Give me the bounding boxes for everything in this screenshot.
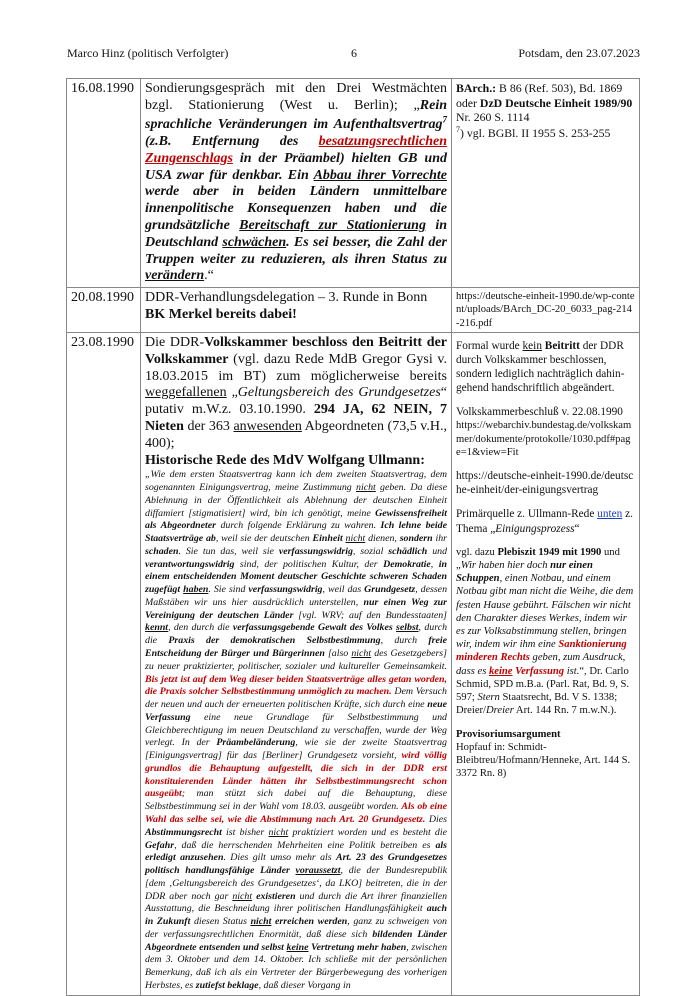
- table-row: [67, 79, 640, 288]
- s: Stern: [477, 692, 500, 704]
- q: verantwortungswidrig: [145, 558, 235, 570]
- s: Provisoriumsargument: [456, 728, 561, 740]
- footnote-text: ) vgl. BGBl. II 1955 S. 253-255: [460, 126, 611, 141]
- s: ist.: [564, 665, 580, 677]
- s: z. Thema „: [456, 508, 633, 535]
- q: nicht: [268, 826, 289, 838]
- q: , zwischen dem 3. Oktober und dem 14. Oktober. Ich schließe mit der persönlichen Bemerkung, daß ich als ein Vertreter der Bürgerbewegung des vorherigen Herbstes, es: [145, 941, 448, 991]
- source-cell: [452, 332, 640, 995]
- resolution-title: Volkskammerbeschluß v. 22.08.1990: [456, 406, 623, 419]
- text: Die DDR-: [145, 334, 205, 350]
- q: nicht: [232, 890, 253, 902]
- source-text: Nr. 260 S. 1114: [456, 110, 530, 125]
- page-header: [67, 46, 640, 62]
- q: . Sie tun das, weil sie: [178, 545, 279, 557]
- q: kennt: [145, 622, 169, 634]
- speech-heading: Historische Rede des MdV Wolfgang Ullmann:: [145, 452, 425, 468]
- s: geben, zum Ausdruck, dass es: [456, 652, 626, 677]
- event-text: [145, 335, 447, 469]
- q: keine: [286, 941, 309, 953]
- provisorium-heading: [456, 728, 635, 741]
- q: Präambeländerung: [216, 737, 296, 749]
- q: nicht: [250, 916, 272, 928]
- q: existieren: [256, 890, 296, 902]
- s: keine: [488, 665, 513, 677]
- q: Grundgesetz: [364, 584, 416, 596]
- q: ,: [430, 558, 439, 570]
- q: , daß die herrschenden Mehrheiten eine Politik betreiben es: [174, 839, 436, 851]
- q: ; man stützt sich dabei auf die Behauptung, diese Selbstbestimmung sei in der Wahl vom 18.03. ausgeübt worden.: [145, 788, 447, 813]
- s: Beitritt: [544, 339, 580, 352]
- date: 23.08.1990: [71, 334, 134, 350]
- quote-highlight: besatzungsrechtlichen Zungenschlags: [145, 134, 447, 166]
- s: Sanktionierung minderen Rechts: [456, 639, 627, 664]
- source-link[interactable]: https://webarchiv.bundestag.de/volkskammer/dokumente/protokolle/1030.pdf#page=1&view=Fit: [456, 420, 632, 458]
- footnote-ref: 7: [442, 114, 447, 125]
- quote: . Es sei besser, die Zahl der Truppen weiter zu reduzieren, als ihren Status zu: [145, 234, 447, 267]
- q: sondern: [399, 533, 433, 545]
- text: Sondierungsgespräch mit den Drei Westmächten bzgl. Stationierung (West u. Berlin); „: [145, 81, 447, 113]
- q: Als ob eine Wahl das selbe sei, wie die Abstimmung nach Art. 20 Grundgesetz.: [145, 801, 447, 825]
- q: , die der Bundesrepublik [dem ‚Geltungsbereich des Grundgesetzes‘, da LKO] beitreten, die in der DDR aber noch gar: [145, 865, 448, 902]
- q: , sozial: [352, 545, 389, 557]
- q: neue Verfassung: [145, 699, 447, 723]
- q: nicht: [356, 482, 376, 494]
- s: nur einen Schuppen: [456, 559, 593, 585]
- text: DDR-Verhandlungsdelegation – 3. Runde in Bonn: [145, 290, 428, 306]
- quote-highlight: Abbau ihrer Vorrechte: [313, 167, 447, 183]
- q: durch folgende Erklärung zu wahren.: [216, 520, 381, 532]
- s: “: [574, 522, 580, 535]
- vote-result: 294 JA, 62 NEIN, 7 Nieten: [145, 402, 447, 434]
- q: diesen Status: [190, 916, 251, 928]
- quote-highlight: verändern: [145, 268, 205, 284]
- quote: (z.B. Entfernung des: [145, 134, 319, 150]
- highlight-text: BK Merkel bereits dabei!: [145, 307, 297, 323]
- s: Verfassung: [515, 665, 565, 677]
- s: Dreier: [486, 705, 514, 717]
- source-label: BArch.:: [456, 81, 497, 95]
- primary-source-note: [456, 507, 635, 535]
- q: erreichen werden: [275, 916, 348, 928]
- header-page-number: 6: [351, 46, 357, 60]
- plebiscite-note: [456, 546, 635, 718]
- q: schaden: [145, 545, 179, 557]
- bold-text: Volkskammer beschloss den Beitritt der Volkskammer: [145, 334, 448, 367]
- q: praktiziert worden und es besteht die: [288, 826, 447, 838]
- q: verfassungswidrig: [248, 584, 323, 596]
- q: nur einen Weg zur Vereinigung der deutschen Länder: [145, 596, 447, 621]
- q: Ich lehne beide Staatsverträge ab: [145, 520, 447, 545]
- q: nicht: [351, 648, 372, 660]
- underlined-text: weggefallenen: [145, 385, 227, 401]
- q: Demokratie: [383, 558, 431, 570]
- table-row: [67, 288, 640, 333]
- q: [vgl. WRV; auf den Bundesstaaten]: [293, 609, 448, 621]
- s: und „: [456, 546, 620, 571]
- s: Primärquelle z. Ullmann-Rede: [456, 508, 598, 521]
- text: “ putativ m.W.z. 03.10.1990.: [145, 385, 448, 418]
- quote: Rein sprachliche Veränderungen im Aufenthaltsvertrag: [145, 97, 447, 133]
- q: auch in Zukunft: [145, 903, 447, 928]
- s: vgl. dazu: [456, 546, 498, 558]
- q: Vertretung mehr haben: [311, 941, 407, 953]
- q: bildenden Länder Abgeordnete entsenden und selbst: [145, 928, 447, 953]
- event-cell: [141, 288, 452, 333]
- date: 20.08.1990: [71, 290, 134, 306]
- q: und: [427, 545, 448, 557]
- q: als erledigt anzusehen: [145, 839, 447, 864]
- s: kein: [522, 339, 542, 352]
- q: Dies: [425, 813, 447, 825]
- q: und durch die Art ihrer finanziellen Ausstattung, die Beschneidung ihrer politischen Handlungsfähigkeit: [145, 890, 448, 915]
- source-cell: [452, 288, 640, 333]
- q: in einem entscheidenden Moment deutscher Geschichte schweren Schaden zugefügt: [145, 558, 447, 596]
- q: , durch die: [145, 622, 448, 647]
- underlined-text: anwesenden: [233, 418, 302, 434]
- source-cell: [452, 79, 640, 288]
- quote: in der Präambel) hielten GB und USA zwar für denkbar. Ein: [145, 150, 447, 183]
- q: Gewissensfreiheit als Abgeordneter: [145, 507, 447, 532]
- quote-highlight: Bereitschaft zur Stationierung: [239, 218, 426, 234]
- q: freie Entscheidung der Bürger und Bürgerinnen: [145, 635, 447, 660]
- chronology-table: [66, 78, 640, 996]
- q: , dessen Maßstäben wir uns hier ausdrücklich unterstellen,: [145, 584, 448, 608]
- italic-text: Geltungsbereich des Grundgesetzes: [237, 385, 441, 401]
- s: Staatsrecht, Bd. V S. 1338; Dreier/: [456, 692, 618, 717]
- q: . Sie sind: [208, 584, 249, 596]
- q: zutiefst beklage: [195, 979, 259, 991]
- text: .“: [204, 268, 214, 284]
- source-title: DzD Deutsche Einheit 1989/90: [479, 95, 633, 110]
- q: wird völlig grundlos die Behauptung aufgestellt, die sich in der DDR erst konstituierenden Länder hätten ihr Selbstbestimmungsrecht schon ausgeübt: [145, 750, 447, 800]
- s: der DDR durch Volkskammer beschlossen, sondern lediglich nachträglich dahin-gehend handschriftlich abgeändert.: [456, 339, 625, 395]
- q: selbst: [396, 622, 419, 634]
- header-place-date: Potsdam, den 23.07.2023: [518, 46, 640, 60]
- s: Einigungsprozess: [495, 522, 575, 535]
- q: geben. Da diese Ablehnung in der Öffentlichkeit als Ablehnung der deutschen Einheit diffamiert [stigmatisiert] wird, bin ich genötigt, meine: [145, 482, 447, 519]
- event-cell: [141, 332, 452, 995]
- q: schädlich: [388, 545, 428, 557]
- event-cell: [141, 79, 452, 288]
- s: Formal wurde: [456, 339, 523, 352]
- q: , durch: [380, 635, 429, 647]
- s: , einen Notbau, und einem Notbau gibt man nicht die Weihe, die dem festen Hause gebührt. Fälschen wir nicht den Charakter dieses Werkes, indem wir es zur Volksabstimmung stellen, bringen wir, indem wir ihm eine: [456, 573, 634, 651]
- q: sind, der politischen Kultur, der: [234, 558, 384, 570]
- provisorium-source: Hopfauf in: Schmidt-Bleibtreu/Hofmann/Henneke, Art. 144 S. 3372 Rn. 8): [456, 741, 631, 780]
- q: , weil das: [322, 584, 365, 596]
- q: verfassungswidrig: [278, 545, 353, 557]
- q: haben: [183, 584, 209, 596]
- formal-note: [456, 339, 635, 395]
- q: . Dies gilt umso mehr als: [223, 852, 336, 864]
- text: (vgl. dazu Rede MdB Gregor Gysi v. 18.03.2015 im BT) zum möglicherweise bereits: [145, 351, 447, 384]
- s: Wir haben hier doch: [460, 559, 551, 571]
- s: Plebiszit 1949 mit 1990: [497, 546, 602, 558]
- q: des Gesetzgebers] zu neuer praktizierter, politischer, sozialer und kultureller Gemeinsamkeit.: [145, 648, 447, 672]
- source-text: B 86 (Ref. 503), Bd. 1869 oder: [456, 81, 623, 110]
- q: Einheit: [312, 533, 343, 545]
- q: ist bisher: [221, 826, 269, 838]
- q: eine neue Grundlage für Selbstbestimmung und Gleichberechtigung im neuen Deutschland zu verschaffen, wurde der Weg verlegt. In der: [145, 711, 447, 749]
- q: , den durch die: [168, 622, 233, 634]
- date-cell: [67, 288, 141, 333]
- q: Praxis der demokratischen Selbstbestimmung: [168, 635, 381, 647]
- q: ihr: [432, 533, 448, 545]
- s: “, Dr. Carlo Schmid, SPD m.B.a. (Parl. Rat, Bd. 9, S. 597;: [456, 665, 630, 704]
- quote-highlight: schwächen: [222, 234, 287, 250]
- q: Abstimmungsrecht: [145, 826, 222, 838]
- q: verfassungsgebende Gewalt des Volkes: [232, 622, 393, 634]
- text: „: [226, 385, 238, 401]
- quote: werde aber in beiden Ländern unmittelbare innenpolitische Konsequenzen haben und die grundsätzliche: [145, 184, 447, 234]
- q: Bis jetzt ist auf dem Weg dieser beiden Staatsverträge alles getan worden, die Praxis solcher Selbstbestimmung unmöglich zu machen.: [145, 673, 447, 698]
- source-link[interactable]: https://deutsche-einheit-1990.de/wp-content/uploads/BArch_DC-20_6033_pag-214-216.pdf: [456, 291, 635, 329]
- q: „Wie dem ersten Staatsvertrag kann ich dem zweiten Staatsvertrag, dem sogenannten Einigungsvertrag, meine Zustimmung: [145, 469, 447, 494]
- q: Dem Versuch der neuen und auch der erneuerten politischen Kräfte, sich durch eine: [145, 686, 447, 711]
- table-row: [67, 332, 640, 995]
- q: nicht: [345, 533, 366, 545]
- q: Gefahr: [145, 839, 175, 851]
- q: , daß dieser Vorgang in: [258, 979, 351, 991]
- s: Art. 144 Rn. 7 m.w.N.).: [513, 705, 617, 717]
- quote: in Deutschland: [145, 218, 447, 250]
- date-cell: [67, 332, 141, 995]
- speech-quote: [145, 469, 447, 992]
- q: dienen,: [365, 533, 400, 545]
- date: 16.08.1990: [71, 81, 134, 96]
- q: , ganz zu schweigen von der verfassungsrechtlichen Enormität, daß diese sich: [145, 916, 447, 940]
- text: Abgeordneten (73,5 v.H., 400);: [145, 418, 447, 451]
- header-author: Marco Hinz (politisch Verfolgter): [67, 46, 229, 60]
- source-link[interactable]: https://deutsche-einheit-1990.de/deutsche-einheit/der-einigungsvertrag: [456, 470, 634, 497]
- footnote-number: 7: [456, 125, 460, 135]
- q: Art. 23 des Grundgesetzes politisch handlungsfähige Länder: [145, 852, 448, 877]
- q: [also: [324, 648, 352, 660]
- text: der 363: [183, 418, 234, 434]
- q: voraussetzt: [295, 865, 341, 877]
- link-unten[interactable]: unten: [597, 508, 623, 521]
- q: , weil sie der deutschen: [215, 533, 313, 545]
- date-cell: [67, 79, 141, 288]
- q: , wie sie der zweite Staatsvertrag [Einigungsvertrag] für das [Berliner] Grundgesetz vorsieht,: [145, 737, 447, 762]
